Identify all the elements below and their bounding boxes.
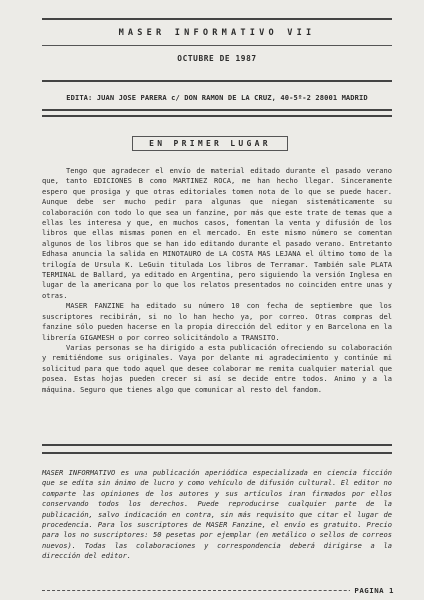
edita-top-rule <box>42 80 392 82</box>
masthead-title: MASER INFORMATIVO VII <box>118 28 316 38</box>
editor-address: EDITA: JUAN JOSE PARERA c/ DON RAMON DE LA CRUZ, 40-5º-2 28001 MADRID <box>66 93 368 102</box>
issue-date: OCTUBRE DE 1987 <box>177 54 257 63</box>
footer-top-rule-2 <box>42 452 392 454</box>
page-number: PAGINA 1 <box>350 586 394 595</box>
edita-bottom-rule <box>42 109 392 111</box>
masthead-rule <box>42 45 392 46</box>
section-title-box <box>132 136 288 151</box>
paragraph: Tengo que agradecer el envío de material editado durante el pasado verano que, tanto EDICIONES B como MARTINEZ ROCA, me han hecho llegar. Sinceramente espero que prosiga y que otras editoriales tomen nota de lo que se puede hacer. Aunque debe ser mucho pedir para algunas que niegan sistemáticamente su colaboración con todo lo que sea un fanzine, por más que este trate de temas que a ellas les interesa y que, en muchos casos, fomentan la venta y difusión de los libros que ellas mismas ponen en el mercado. En este mismo número se comentan algunos de los libros que se han ido editando durante el pasado verano. Entretanto Edhasa anuncia la salida en MINOTAURO de LA COSTA MAS LEJANA el último tomo de la trilogía de Ursula K. LeGuin titulada Los libros de Terramar. También sale PLATA TERMINAL de Ballard, ya editado en Argentina, pero siguiendo la versión Inglesa en lugar de la americana por lo que los relatos presentados no coinciden entre unas y otras. <box>42 166 392 300</box>
publication-notice: MASER INFORMATIVO es una publicación aperiódica especializada en ciencia ficción que se edita sin ánimo de lucro y como vehículo de difusión cultural. El editor no comparte las opiniones de los autores y sus artículos iran firmados por ellos conservando todos los derechos. Puede reproducirse cualquier parte de la publicación, salvo indicación en contra, sin más requisito que citar el lugar de procedencia. Para los suscriptores de MASER Fanzine, el envío es gratuito. Precio para los no suscriptores: 50 pesetas por ejemplar (en metálico o sellos de correos nuevos). Todas las colaboraciones y correspondencia deberá dirigirse a la dirección del editor. <box>42 468 392 561</box>
article-body <box>42 166 392 395</box>
top-double-rule <box>42 18 392 20</box>
edita-bottom-rule-2 <box>42 115 392 117</box>
footer-top-rule <box>42 444 392 446</box>
paragraph: MASER FANZINE ha editado su número 10 con fecha de septiembre que los suscriptores recibirán, si no lo han hecho ya, por correo. Otras compras del fanzine sólo pueden hacerse en la propia dirección del editor y en Barcelona en la librería GIGAMESH o por correo solicitándolo a TRANSITO. <box>42 301 392 342</box>
bottom-dashed-rule <box>42 590 392 591</box>
section-title: EN PRIMER LUGAR <box>149 139 271 148</box>
paragraph: Varias personas se ha dirigido a esta publicación ofreciendo su colaboración y remitiéndome sus originales. Vaya por delante mi agradecimiento y continúe mi solicitud para que todo aquel que desee colaborar me remita cualquier material que posea. Estas hojas pueden crecer si así se decide entre todos. Animo y a la máquina. Seguro que tienes algo que comunicar al resto del fandom. <box>42 342 392 394</box>
